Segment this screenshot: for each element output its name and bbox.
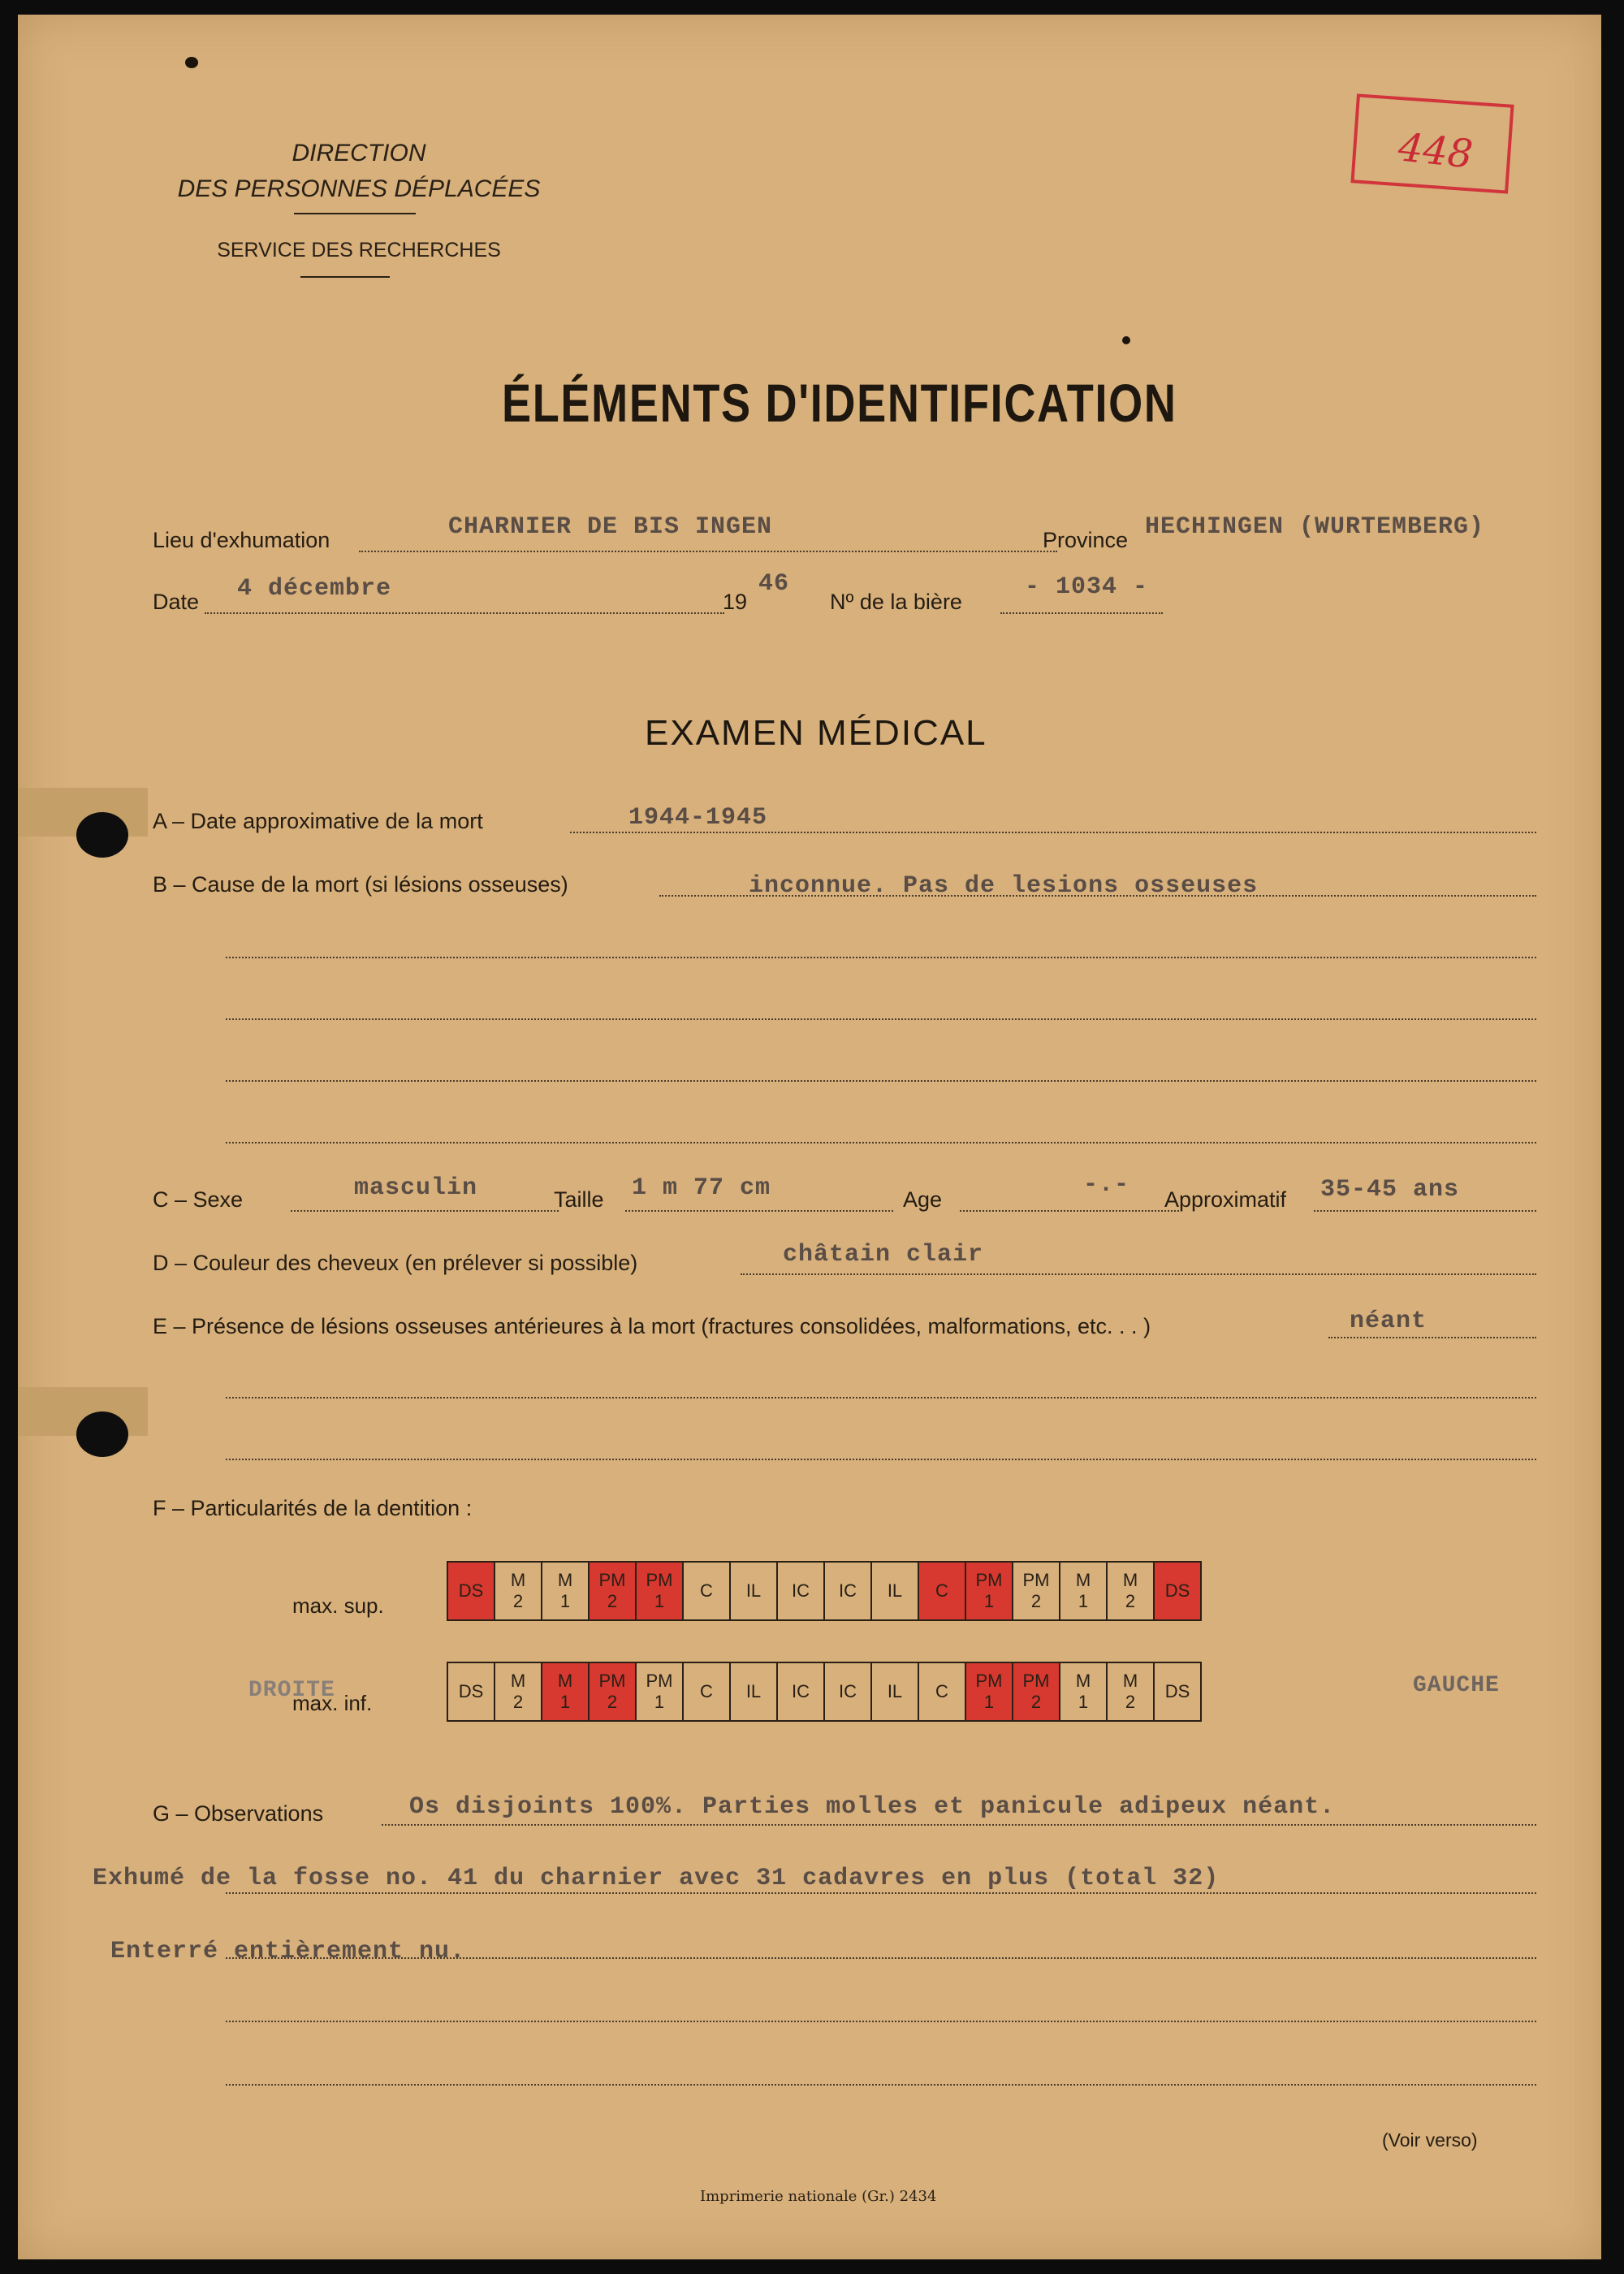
section-e-label: E – Présence de lésions osseuses antérieures à la mort (fractures consolidées, malformations, etc. . . )	[153, 1314, 1151, 1338]
dotted-line	[291, 1210, 559, 1212]
header-service: SERVICE DES RECHERCHES	[217, 239, 501, 262]
page-title: ÉLÉMENTS D'IDENTIFICATION	[502, 373, 1177, 433]
observations-line3: Enterré entièrement nu.	[110, 1938, 466, 1965]
tooth-sup-3	[589, 1562, 636, 1620]
tooth-number: 1	[1078, 1591, 1089, 1611]
tooth-sup-8	[824, 1562, 871, 1620]
tooth-code: DS	[458, 1580, 484, 1601]
dotted-line	[226, 1080, 1536, 1082]
tooth-code: C	[700, 1580, 713, 1601]
tooth-code: IC	[792, 1580, 810, 1601]
tooth-inf-7	[777, 1662, 824, 1721]
dotted-line	[359, 551, 1057, 552]
observations-line1: Os disjoints 100%. Parties molles et panicule adipeux néant.	[409, 1793, 1336, 1821]
section-b-value: inconnue. Pas de lesions osseuses	[749, 872, 1259, 900]
dotted-line	[226, 1142, 1536, 1143]
tooth-code: M	[557, 1671, 573, 1691]
printer-imprint: Imprimerie nationale (Gr.) 2434	[700, 2188, 937, 2205]
biere-value: - 1034 -	[1025, 573, 1149, 601]
header-direction: DIRECTION	[292, 140, 426, 166]
dotted-line	[205, 612, 724, 614]
teeth-chart-lower	[447, 1662, 1202, 1722]
tooth-code: IL	[745, 1681, 762, 1701]
tooth-code: DS	[1164, 1580, 1190, 1601]
section-f-label: F – Particularités de la dentition :	[153, 1496, 473, 1520]
tooth-inf-2	[542, 1662, 589, 1721]
dotted-line	[382, 1824, 1536, 1826]
section-c-taille-value: 1 m 77 cm	[632, 1174, 771, 1202]
tooth-code: PM	[1022, 1671, 1050, 1691]
tooth-number: 2	[1030, 1591, 1042, 1611]
tooth-sup-6	[730, 1562, 777, 1620]
dotted-line	[226, 1459, 1536, 1460]
tooth-number: 2	[1125, 1692, 1136, 1712]
tooth-sup-15	[1154, 1562, 1201, 1620]
section-c-approx-label: Approximatif	[1164, 1187, 1287, 1212]
tooth-inf-5	[683, 1662, 730, 1721]
biere-label: Nº de la bière	[830, 590, 962, 614]
tooth-number: 1	[654, 1591, 665, 1611]
tooth-inf-8	[824, 1662, 871, 1721]
tooth-sup-13	[1060, 1562, 1107, 1620]
max-sup-label: max. sup.	[292, 1593, 384, 1618]
dotted-line	[625, 1210, 893, 1212]
tooth-inf-4	[636, 1662, 683, 1721]
section-b-label: B – Cause de la mort (si lésions osseuses)	[153, 872, 568, 897]
max-inf-label: max. inf.	[292, 1691, 373, 1715]
tooth-code: DS	[1164, 1681, 1190, 1701]
tooth-inf-9	[871, 1662, 918, 1721]
tooth-code: IC	[839, 1681, 857, 1701]
dotted-line	[960, 1210, 1179, 1212]
province-label: Province	[1043, 528, 1129, 552]
tooth-number: 2	[512, 1692, 524, 1712]
section-e-value: néant	[1350, 1308, 1427, 1335]
tooth-code: M	[557, 1570, 573, 1590]
tooth-code: M	[510, 1671, 526, 1691]
ink-spot	[185, 57, 198, 68]
tooth-code: M	[1122, 1570, 1138, 1590]
tooth-code: PM	[598, 1671, 626, 1691]
tooth-code: DS	[458, 1681, 484, 1701]
date-label: Date	[153, 590, 200, 614]
tooth-code: PM	[646, 1570, 673, 1590]
lieu-exhumation-value: CHARNIER DE BIS INGEN	[448, 513, 773, 541]
province-value: HECHINGEN (WURTEMBERG)	[1145, 513, 1485, 541]
tooth-number: 2	[607, 1591, 618, 1611]
dotted-line	[226, 2084, 1536, 2086]
dotted-line	[226, 1018, 1536, 1020]
tooth-code: IL	[745, 1580, 762, 1601]
tooth-number: 2	[512, 1591, 524, 1611]
tooth-number: 1	[559, 1692, 571, 1712]
dotted-line	[570, 832, 1536, 833]
tooth-code: M	[1075, 1671, 1091, 1691]
tooth-inf-6	[730, 1662, 777, 1721]
tooth-inf-14	[1107, 1662, 1154, 1721]
header-divider	[300, 276, 390, 278]
dotted-line	[226, 957, 1536, 958]
punch-hole	[76, 812, 128, 858]
ink-spot	[1122, 336, 1130, 344]
tooth-number: 2	[607, 1692, 618, 1712]
tooth-sup-10	[918, 1562, 965, 1620]
tooth-code: PM	[975, 1570, 1003, 1590]
tooth-inf-10	[918, 1662, 965, 1721]
tooth-inf-1	[495, 1662, 542, 1721]
tooth-sup-11	[965, 1562, 1013, 1620]
section-d-label: D – Couleur des cheveux (en prélever si possible)	[153, 1251, 638, 1275]
tooth-inf-3	[589, 1662, 636, 1721]
tooth-code: IC	[792, 1681, 810, 1701]
tooth-code: M	[1075, 1570, 1091, 1590]
gauche-label: GAUCHE	[1413, 1673, 1500, 1698]
lieu-exhumation-label: Lieu d'exhumation	[153, 528, 330, 552]
tooth-sup-4	[636, 1562, 683, 1620]
tooth-sup-9	[871, 1562, 918, 1620]
tooth-inf-0	[447, 1662, 495, 1721]
dotted-line	[741, 1273, 1536, 1275]
header-divider	[294, 213, 416, 214]
tooth-code: IL	[887, 1580, 903, 1601]
tooth-inf-12	[1013, 1662, 1060, 1721]
archive-stamp-number: 448	[1396, 124, 1475, 178]
tooth-sup-2	[542, 1562, 589, 1620]
tooth-code: M	[1122, 1671, 1138, 1691]
year-prefix: 19	[723, 590, 748, 614]
dotted-line	[226, 1397, 1536, 1399]
section-c-age-label: Age	[903, 1187, 943, 1212]
section-c-sexe-value: masculin	[354, 1174, 478, 1202]
section-d-value: châtain clair	[783, 1241, 984, 1269]
tooth-code: C	[700, 1681, 713, 1701]
section-a-value: 1944-1945	[628, 804, 768, 832]
teeth-chart-upper	[447, 1561, 1202, 1621]
tooth-number: 1	[559, 1591, 571, 1611]
tooth-number: 1	[1078, 1692, 1089, 1712]
tooth-number: 1	[983, 1692, 995, 1712]
tooth-number: 2	[1125, 1591, 1136, 1611]
tooth-code: PM	[598, 1570, 626, 1590]
dotted-line	[1314, 1210, 1536, 1212]
section-c-approx-value: 35-45 ans	[1320, 1176, 1460, 1204]
tooth-code: M	[510, 1570, 526, 1590]
tooth-code: IL	[887, 1681, 903, 1701]
observations-line2: Exhumé de la fosse no. 41 du charnier avec 31 cadavres en plus (total 32)	[93, 1865, 1220, 1892]
date-value: 4 décembre	[237, 575, 392, 603]
tooth-code: C	[935, 1580, 948, 1601]
section-c-sexe-label: C – Sexe	[153, 1187, 244, 1212]
header-department: DES PERSONNES DÉPLACÉES	[177, 175, 541, 202]
tooth-number: 2	[1030, 1692, 1042, 1712]
section-c-age-value: -.-	[1083, 1171, 1130, 1199]
tooth-number: 1	[654, 1692, 665, 1712]
voir-verso: (Voir verso)	[1382, 2129, 1478, 2151]
tooth-inf-11	[965, 1662, 1013, 1721]
punch-hole	[76, 1412, 128, 1457]
tooth-inf-13	[1060, 1662, 1107, 1721]
dotted-line	[1328, 1337, 1536, 1338]
section-c-taille-label: Taille	[554, 1187, 604, 1212]
tooth-code: IC	[839, 1580, 857, 1601]
dotted-line	[226, 1892, 1536, 1894]
dotted-line	[226, 1957, 1536, 1959]
observations-label: G – Observations	[153, 1801, 324, 1826]
tooth-inf-15	[1154, 1662, 1201, 1721]
tooth-code: PM	[646, 1671, 673, 1691]
dotted-line	[226, 2021, 1536, 2022]
tooth-code: PM	[1022, 1570, 1050, 1590]
document-page	[18, 15, 1601, 2259]
dotted-line	[1000, 612, 1163, 614]
section-a-label: A – Date approximative de la mort	[153, 809, 483, 833]
tooth-code: C	[935, 1681, 948, 1701]
tooth-code: PM	[975, 1671, 1003, 1691]
tooth-sup-7	[777, 1562, 824, 1620]
droite-label: DROITE	[248, 1678, 335, 1703]
tooth-sup-14	[1107, 1562, 1154, 1620]
tooth-sup-0	[447, 1562, 495, 1620]
tooth-number: 1	[983, 1591, 995, 1611]
tooth-sup-5	[683, 1562, 730, 1620]
tooth-sup-1	[495, 1562, 542, 1620]
tooth-sup-12	[1013, 1562, 1060, 1620]
exam-title: EXAMEN MÉDICAL	[645, 713, 987, 753]
year-value: 46	[758, 570, 790, 598]
